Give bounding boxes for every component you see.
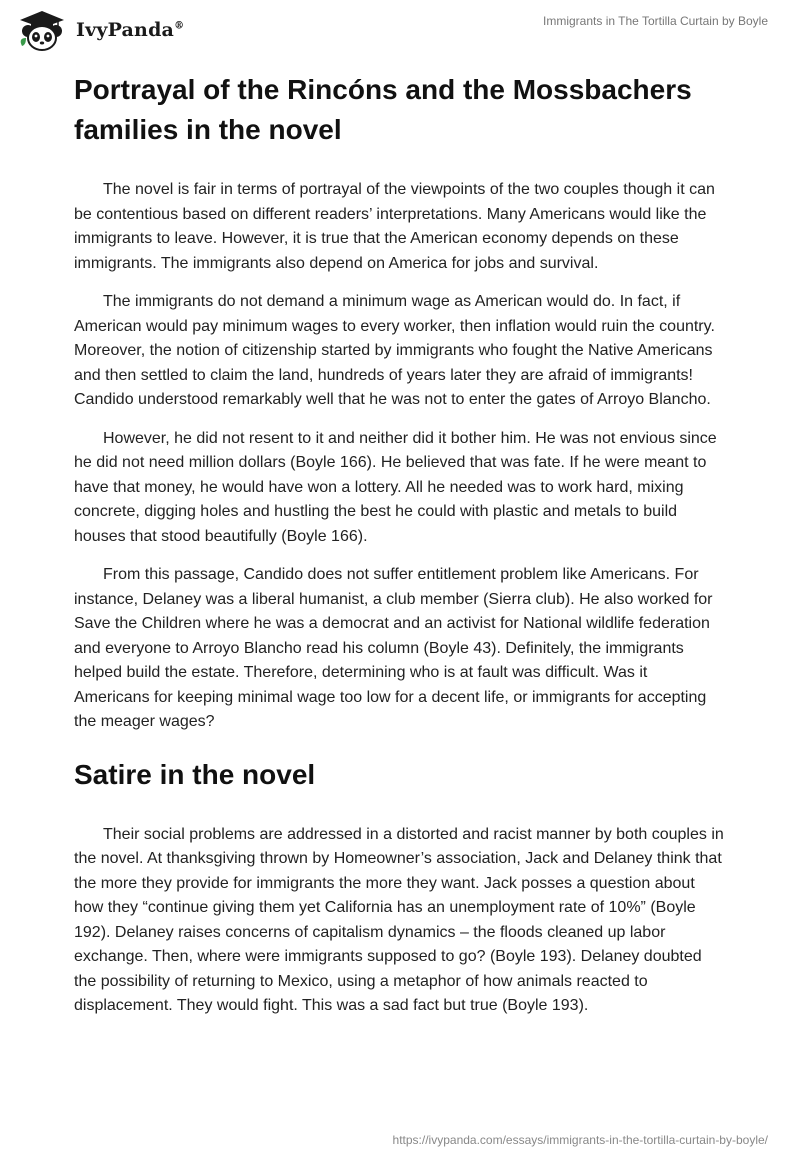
section-heading-portrayal: Portrayal of the Rincóns and the Mossbachers families in the novel bbox=[74, 74, 692, 145]
panda-graduate-icon bbox=[14, 8, 70, 52]
page-header bbox=[0, 0, 800, 60]
article-body bbox=[74, 70, 726, 1019]
paragraph: The immigrants do not demand a minimum wage as American would do. In fact, if American would pay minimum wages to every worker, then inflation would ruin the country. Moreover, the notion of citizenship started by immigrants who fought the Native Americans and then settled to claim the land, hundreds of years later they are afraid of immigrants! Candido understood remarkably well that he was not to enter the gates of Arroyo Blancho. bbox=[74, 293, 715, 408]
source-url-link[interactable]: https://ivypanda.com/essays/immigrants-in-the-tortilla-curtain-by-boyle/ bbox=[392, 1133, 768, 1147]
paragraph: The novel is fair in terms of portrayal of the viewpoints of the two couples though it can be contentious based on different readers’ interpretations. Many Americans would like the immigrants to leave. However, it is true that the American economy depends on these immigrants. The immigrants also depend on America for jobs and survival. bbox=[74, 181, 715, 272]
section-heading-satire: Satire in the novel bbox=[74, 758, 316, 790]
registered-mark: ® bbox=[174, 20, 185, 32]
document-title: Immigrants in The Tortilla Curtain by Boyle bbox=[543, 14, 768, 28]
ivypanda-logo[interactable] bbox=[14, 8, 184, 52]
paragraph: From this passage, Candido does not suffer entitlement problem like Americans. For instance, Delaney was a liberal humanist, a club member (Sierra club). He also worked for Save the Children where he was a democrat and an activist for National wildlife federation and everyone to Arroyo Blancho read his column (Boyle 43). Definitely, the immigrants helped build the estate. Therefore, determining who is at fault was difficult. Was it Americans for keeping minimal wage too low for a decent life, or immigrants for accepting the meager wages? bbox=[74, 566, 713, 730]
brand-name: IvyPanda® bbox=[76, 19, 185, 41]
paragraph: However, he did not resent to it and neither did it bother him. He was not envious since he did not need million dollars (Boyle 166). He believed that was fate. If he were meant to have that money, he would have won a lottery. All he needed was to work hard, mixing concrete, digging holes and hustling the best he could with plastic and metals to build houses that stood beautifully (Boyle 166). bbox=[74, 429, 717, 545]
paragraph: Their social problems are addressed in a distorted and racist manner by both couples in the novel. At thanksgiving thrown by Homeowner’s association, Jack and Delaney think that the more they provide for immigrants the more they want. Jack posses a question about how they “continue giving them yet California has an unemployment rate of 10%” (Boyle 192). Delaney raises concerns of capitalism dynamics – the floods cleaned up labor exchange. Then, where were immigrants supposed to go? (Boyle 193). Delaney doubted the possibility of returning to Mexico, using a metaphor of how animals reacted to displacement. They would fight. This was a sad fact but true (Boyle 193). bbox=[74, 825, 724, 1014]
